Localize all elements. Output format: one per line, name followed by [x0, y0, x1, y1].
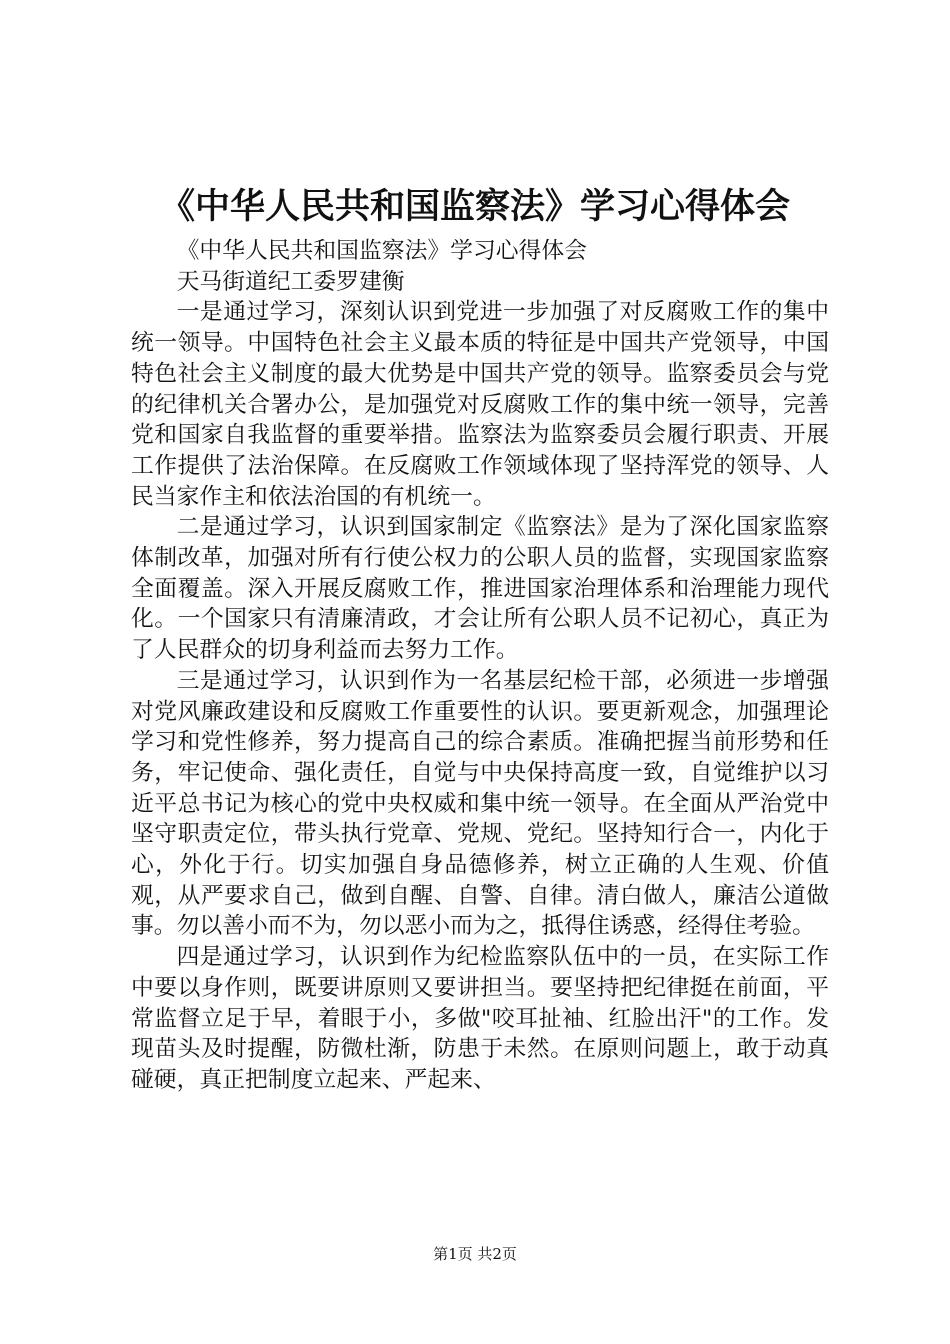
paragraph-4: 四是通过学习，认识到作为纪检监察队伍中的一员，在实际工作中要以身作则，既要讲原则又要讲担当。要坚持把纪律挺在前面，平常监督立足于早，着眼于小，多做"咬耳扯袖、红脸出汗"的工作。发现苗头及时提醒，防微杜渐，防患于未然。在原则问题上，敢于动真碰硬，真正把制度立起来、严起来、: [131, 944, 829, 1093]
page-footer: 第1页 共2页: [433, 1245, 517, 1263]
author-line: 天马街道纪工委罗建衡: [176, 268, 405, 295]
document-title: 《中华人民共和国监察法》学习心得体会: [159, 187, 790, 227]
document-subtitle: 《中华人民共和国监察法》学习心得体会: [176, 238, 587, 264]
paragraph-1: 一是通过学习，深刻认识到党进一步加强了对反腐败工作的集中统一领导。中国特色社会主义最本质的特征是中国共产党领导，中国特色社会主义制度的最大优势是中国共产党的领导。监察委员会与党的纪律机关合署办公，是加强党对反腐败工作的集中统一领导，完善党和国家自我监督的重要举措。监察法为监察委员会履行职责、开展工作提供了法治保障。在反腐败工作领域体现了坚持浑党的领导、人民当家作主和依法治国的有机统一。: [131, 299, 829, 510]
paragraph-3: 三是通过学习，认识到作为一名基层纪检干部，必须进一步增强对党风廉政建设和反腐败工作重要性的认识。要更新观念，加强理论学习和党性修养，努力提高自己的综合素质。准确把握当前形势和任务，牢记使命、强化责任，自觉与中央保持高度一致，自觉维护以习近平总书记为核心的党中央权威和集中统一领导。在全面从严治党中坚守职责定位，带头执行党章、党规、党纪。坚持知行合一，内化于心，外化于行。切实加强自身品德修养，树立正确的人生观、价值观，从严要求自己，做到自醒、自警、自律。清白做人，廉洁公道做事。勿以善小而不为，勿以恶小而为之，抵得住诱惑，经得住考验。: [131, 667, 829, 940]
document-body: [131, 236, 829, 1096]
paragraph-2: 二是通过学习，认识到国家制定《监察法》是为了深化国家监察体制改革，加强对所有行使公权力的公职人员的监督，实现国家监察全面覆盖。深入开展反腐败工作，推进国家治理体系和治理能力现代化。一个国家只有清廉清政，才会让所有公职人员不记初心，真正为了人民群众的切身利益而去努力工作。: [131, 514, 829, 664]
